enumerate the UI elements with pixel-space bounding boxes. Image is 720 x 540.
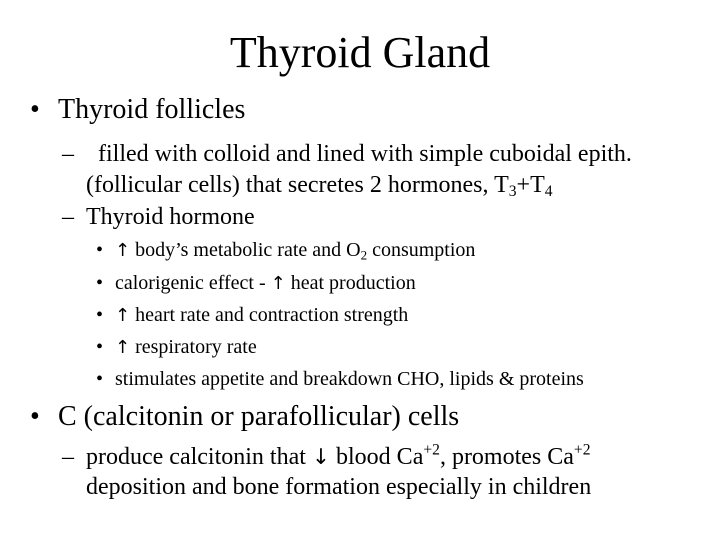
item-text: respiratory rate: [135, 336, 257, 358]
follicles-detail-line-1: filled with colloid and lined with simple cuboidal epith.: [98, 141, 632, 167]
hormone-item-calorigenic: [115, 270, 416, 297]
section-heading-c-cells: C (calcitonin or parafollicular) cells: [58, 401, 460, 432]
item-text: body’s metabolic rate and O: [135, 239, 361, 261]
bullet-marker: •: [96, 304, 104, 326]
bullet-marker: •: [96, 336, 104, 358]
up-arrow-icon: ↑: [115, 240, 131, 261]
item-text: , promotes Ca: [439, 444, 574, 470]
hormone-item-respiratory: [115, 334, 257, 361]
dash-marker: –: [62, 204, 74, 230]
bullet-marker: •: [96, 368, 104, 390]
charge-superscript: +2: [423, 441, 440, 459]
t3-subscript: 3: [508, 182, 517, 200]
item-text: calorigenic effect -: [115, 272, 266, 294]
hormones-text: (follicular cells) that secretes 2 hormones, T: [86, 172, 509, 198]
item-text: consumption: [372, 239, 476, 261]
item-text: heat production: [290, 272, 416, 294]
item-text: produce calcitonin that: [86, 444, 306, 470]
charge-superscript: +2: [573, 441, 591, 459]
bullet-marker: •: [96, 239, 104, 261]
calcitonin-detail-line-1: [86, 442, 591, 473]
plus-t-text: +T: [516, 172, 545, 198]
bullet-marker: •: [30, 401, 40, 432]
o2-subscript: 2: [360, 247, 368, 263]
down-arrow-icon: ↓: [311, 445, 331, 470]
section-heading-thyroid-follicles: Thyroid follicles: [58, 94, 246, 125]
dash-marker: –: [62, 141, 74, 167]
bullet-marker: •: [96, 272, 104, 294]
t4-subscript: 4: [544, 182, 553, 200]
up-arrow-icon: ↑: [115, 337, 131, 358]
slide-title: Thyroid Gland: [229, 28, 491, 77]
hormone-item-heart-rate: [115, 302, 408, 329]
up-arrow-icon: ↑: [115, 305, 131, 326]
thyroid-hormone-heading: Thyroid hormone: [86, 204, 255, 230]
dash-marker: –: [62, 444, 74, 470]
bullet-marker: •: [30, 94, 40, 125]
hormone-item-appetite: stimulates appetite and breakdown CHO, lipids & proteins: [115, 368, 584, 390]
calcitonin-detail-line-2: deposition and bone formation especially in children: [86, 474, 592, 500]
follicles-detail-line-2: [86, 170, 553, 200]
hormone-item-metabolic-rate: [115, 237, 475, 264]
up-arrow-icon: ↑: [270, 273, 286, 294]
item-text: heart rate and contraction strength: [135, 304, 409, 326]
item-text: blood Ca: [336, 444, 424, 470]
